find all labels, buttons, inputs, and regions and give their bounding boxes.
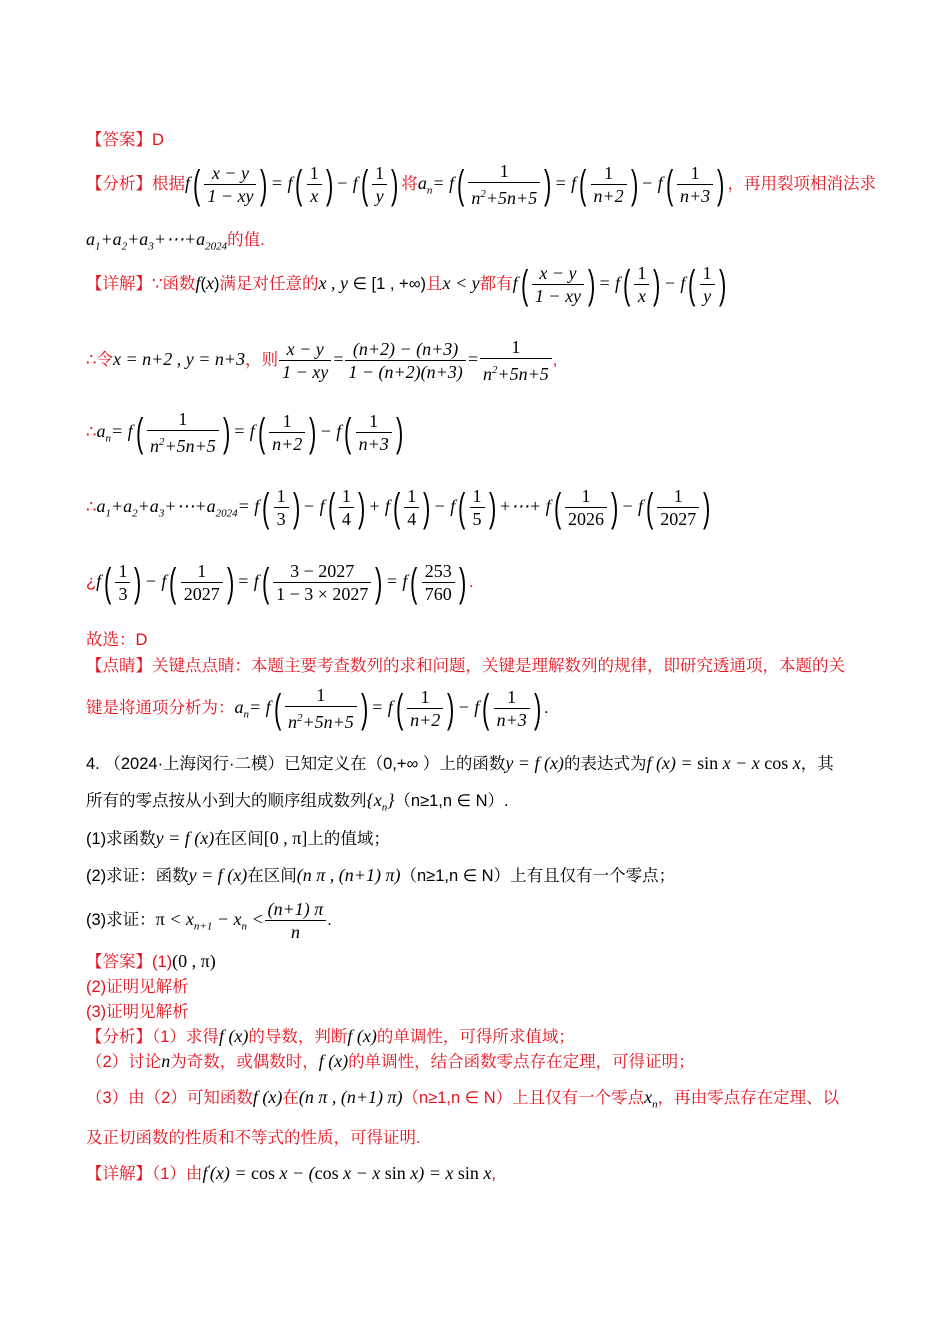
answer-4: 【答案】(1)(0 , π): [86, 951, 216, 971]
analysis-text: 在: [282, 1089, 299, 1107]
analysis-text: ，再用裂项相消法求: [727, 174, 876, 193]
answer-value: D: [152, 131, 164, 149]
stem-text: 的表达式为: [563, 755, 647, 773]
analysis-text: （3）由（2）可知函数: [86, 1089, 253, 1107]
detail-text: ∵函数: [152, 274, 196, 293]
answer-label: 【答案】: [86, 953, 152, 971]
analysis-text: （2）讨论: [86, 1053, 162, 1071]
step-2: $\therefore a_n= f$( $\frac{1}{n^2+5n+5}$ ) = f( $\frac{1}{n+2}$ ) − f( $\frac{1}{n+3}$ ): [86, 409, 404, 456]
detail-label: 【详解】: [86, 1165, 152, 1183]
question-text: 上的值域；: [307, 830, 390, 848]
analysis-4-1: 【分析】（1）求得f (x)的导数，判断f (x)的单调性，可得所求值域；: [86, 1026, 575, 1046]
analysis-label: 【分析】: [86, 174, 152, 193]
analysis-4-2: （2）讨论n为奇数，或偶数时，f (x)的单调性，结合函数零点存在定理，可得证明；: [86, 1051, 695, 1071]
question-text: （n≥1,n ∈ N）上有且仅有一个零点；: [400, 867, 676, 885]
detail-4-1: 【详解】（1）由f′(x) = cos x − (cos x − x sin x) = x sin x,: [86, 1163, 496, 1183]
stem-text: （0,+∞ ）: [366, 755, 440, 773]
comment-line-2: 键是将通项分析为：$a_n= f$( $\frac{1}{n^2+5n+5}$ ) = f( $\frac{1}{n+2}$ ) − f( $\frac{1}{n+3}$ ) .: [86, 685, 549, 732]
step-text: ，则: [245, 350, 279, 369]
stem-text: （n≥1,n ∈ N）.: [394, 792, 509, 810]
problem-source: （2024·上海闵行·二模）: [104, 755, 285, 773]
comment-label: 【点睛】: [86, 657, 152, 675]
analysis-4-4: 及正切函数的性质和不等式的性质，可得证明.: [86, 1129, 421, 1147]
detail-text: 都有: [479, 274, 513, 293]
analysis-line: 【分析】根据f( $\frac{x - y}{1 - xy}$ ) = f( $\frac{1}{x}$ ) − f( $\frac{1}{y}$ ) 将$a_n= f$( $\frac{1}{n^2+5n+5}$ ) = f( $\frac{1}{n+2}$ ) − f( $\frac{1}{n+3}$ ) ，再用裂项相消法求: [86, 161, 876, 208]
problem-4-stem: 4. （2024·上海闵行·二模）已知定义在（0,+∞ ）上的函数y = f (x)的表达式为f (x) = sin x − x cos x，其: [86, 753, 834, 773]
formula: f: [185, 172, 191, 193]
detail-text: 且: [425, 274, 443, 293]
analysis-text: 的导数，判断: [248, 1028, 348, 1046]
question-text: (3)求证：: [86, 910, 156, 929]
comment-line: [86, 652, 870, 676]
analysis-text: 的单调性，结合函数零点存在定理，可得证明；: [348, 1053, 695, 1071]
question-2: (2)求证：函数y = f (x)在区间(n π , (n+1) π)（n≥1,n ∈ N）上有且仅有一个零点；: [86, 865, 676, 885]
question-text: 在区间: [214, 830, 264, 848]
answer-label: 【答案】: [86, 131, 152, 149]
analysis-text: 的值.: [227, 231, 265, 249]
problem-4-stem-2: 所有的零点按从小到大的顺序组成数列$\{x_n\}(n\ge 1,n$ ∈ N）.: [86, 790, 509, 814]
stem-text: 已知定义在: [284, 755, 367, 773]
question-text: 在区间: [247, 867, 297, 885]
stem-text: 上的函数: [439, 755, 506, 773]
analysis-text: 将: [401, 174, 418, 193]
answer-text: (1): [152, 953, 173, 971]
step-text: ¿: [86, 572, 97, 591]
question-text: (2)求证：函数: [86, 867, 189, 885]
analysis-line-2: $a_1+a_2+a_3+\cdots+a_{2024}$的值.: [86, 229, 265, 253]
step-1: ∴令x = n+2 , y = n+3，则 $\frac{x - y}{1 - xy}$ = $\frac{(n+2) - (n+3)}{1 - (n+2)(n+3)}$ = $\frac{1}{n^2+5n+5}$ ,: [86, 337, 558, 384]
answer-line: [86, 126, 870, 150]
problem-number: 4.: [86, 755, 100, 773]
analysis-label: 【分析】: [86, 1028, 152, 1046]
question-3: (3)求证：$\pi < x_{n+1} - x_n$ < $\frac{(n+1) \pi}{n}$ .: [86, 899, 332, 942]
stem-text: ，其: [800, 755, 834, 773]
analysis-text: 根据: [152, 174, 185, 193]
analysis-text: ，再由零点存在定理、以: [657, 1089, 840, 1107]
analysis-text: 的单调性，可得所求值域；: [376, 1028, 575, 1046]
step-text: ∴: [86, 497, 97, 516]
analysis-4-3: （3）由（2）可知函数f (x)在(n π , (n+1) π)（n≥1,n ∈ N）上且仅有一个零点$x_n$，再由零点存在定理、以: [86, 1087, 840, 1111]
choice-line: 故选：D: [86, 631, 148, 649]
answer-4-3: (3)证明见解析: [86, 1003, 189, 1021]
step-3: $\therefore a_1+a_2+a_3+\cdots+a_{2024}= f$( $\frac{1}{3}$ ) − f( $\frac{1}{4}$ ) + f( $\frac{1}{4}$ ) − f( $\frac{1}{5}$ ) +⋯+ f( $\frac{1}{2026}$ ) − f( $\frac{1}{2027}$ ): [86, 485, 711, 530]
detail-text: 满足对任意的: [219, 274, 319, 293]
answer-4-2: (2)证明见解析: [86, 978, 189, 996]
analysis-text: （1）求得: [152, 1028, 219, 1046]
comment-text: 关键点点睛：本题主要考查数列的求和问题，关键是理解数列的规律，即研究透通项，本题的关: [152, 657, 845, 675]
comment-text: 键是将通项分析为：: [86, 698, 235, 717]
detail-text: （1）由: [152, 1165, 203, 1183]
step-text: ∴: [86, 422, 97, 441]
analysis-text: （n≥1,n ∈ N）上且仅有一个零点: [402, 1089, 645, 1107]
step-text: ∴令: [86, 350, 113, 369]
detail-line: 【详解】∵函数f(x)满足对任意的x , y ∈ [1 , +∞)且x < y都有f( $\frac{x - y}{1 - xy}$ ) = f( $\frac{1}{x}$ ) − f( $\frac{1}{y}$ ): [86, 262, 727, 307]
step-4: ¿f( $\frac{1}{3}$ ) − f( $\frac{1}{2027}$ ) = f( $\frac{3 - 2027}{1 - 3 \times 2027}$ ) = f( $\frac{253}{760}$ ) .: [86, 560, 474, 605]
question-text: (1)求函数: [86, 830, 156, 848]
question-1: (1)求函数y = f (x)在区间[0 , π]上的值域；: [86, 828, 390, 848]
detail-label: 【详解】: [86, 274, 152, 293]
stem-text: 所有的零点按从小到大的顺序组成数列: [86, 792, 367, 810]
analysis-text: 为奇数，或偶数时，: [170, 1053, 319, 1071]
